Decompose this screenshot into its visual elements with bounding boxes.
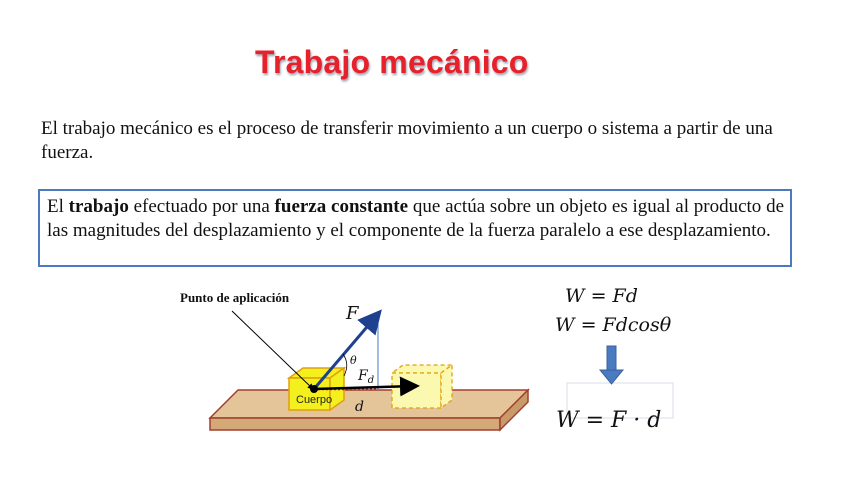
body-label: Cuerpo: [296, 394, 333, 406]
fd-label: $F_d$: [358, 368, 375, 386]
table-surface: [210, 390, 528, 430]
definition-bold-fuerza-constante: fuerza constante: [274, 196, 409, 217]
force-label: F: [346, 303, 359, 324]
formula-w-fdcos: W = Fdcosθ: [555, 314, 672, 336]
application-point-label: Punto de aplicación: [180, 290, 290, 305]
displacement-label: d: [355, 399, 364, 415]
definition-text-3: que actúa sobre un objeto es igual al producto de las magnitudes del desplazamiento y el componente de la fuerza paralelo a ese desplazamiento.: [47, 196, 784, 241]
slide-title: Trabajo mecánico: [255, 44, 529, 80]
definition-text-2: efectuado por una: [128, 196, 275, 217]
application-point-dot: [310, 385, 318, 393]
formula-w-f-dot-d: W = F · d: [556, 408, 662, 433]
formula-w-fd: W = Fd: [565, 285, 638, 307]
application-pointer-line: [232, 311, 313, 389]
theta-label: θ: [350, 354, 357, 367]
intro-paragraph: El trabajo mecánico es el proceso de transferir movimiento a un cuerpo o sistema a partir de una fuerza.: [41, 118, 773, 163]
down-arrow-icon: [600, 346, 623, 384]
definition-text-1: El: [47, 196, 69, 217]
definition-bold-trabajo: trabajo: [68, 196, 129, 217]
